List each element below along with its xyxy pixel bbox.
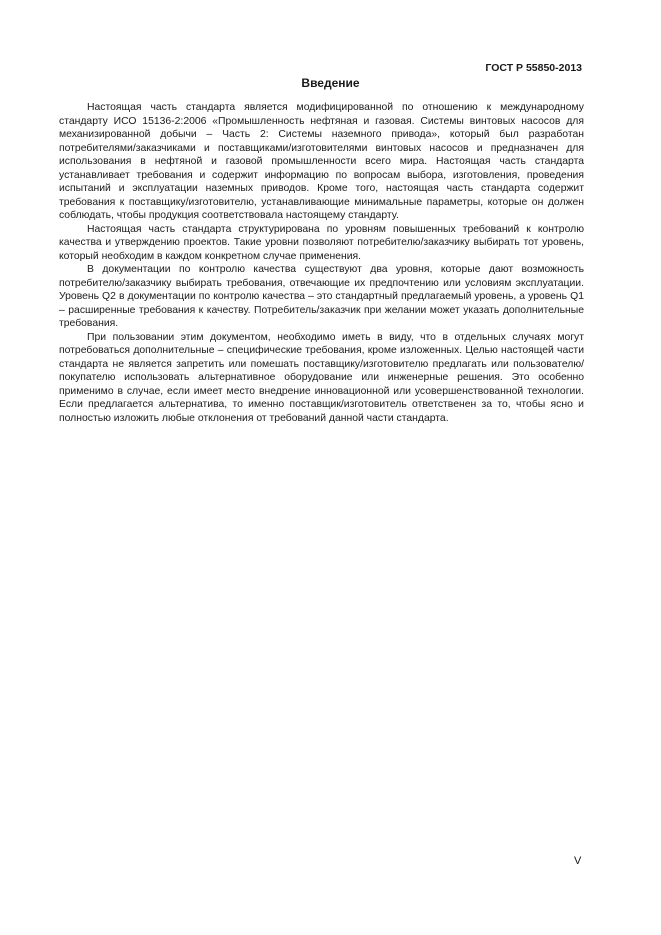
paragraph: В документации по контролю качества существуют два уровня, которые дают возможность потребителю/заказчику выбирать требования, отвечающие их предпочтению или условиям эксплуатации. Уровень Q2 в документации по контролю качества – это стандартный предлагаемый уровень, а уровень Q1 – расширенные требования к качеству. Потребитель/заказчик при желании может указать дополнительные требования. <box>59 264 584 329</box>
page-number: V <box>574 855 582 867</box>
section-title: Введение <box>301 76 360 90</box>
paragraph: Настоящая часть стандарта структурирована по уровням повышенных требований к контролю качества и утверждению проектов. Такие уровни позволяют потребителю/заказчику выбирать тот уровень, который необходим в каждом конкретном случае применения. <box>59 223 584 262</box>
paragraph: При пользовании этим документом, необходимо иметь в виду, что в отдельных случаях могут потребоваться дополнительные – специфические требования, кроме изложенных. Целью настоящей части стандарта не является запретить или помешать поставщику/изготовителю предлагать или пользователю/покупателю использовать альтернативное оборудование или инженерные решения. Это особенно применимо в случае, если имеет место внедрение инновационной или усовершенствованной технологии. Если предлагается альтернатива, то именно поставщик/изготовитель ответственен за то, чтобы ясно и полностью изложить любые отклонения от требований данной части стандарта. <box>59 331 584 424</box>
paragraph: Настоящая часть стандарта является модифицированной по отношению к международному стандарту ИСО 15136-2:2006 «Промышленность нефтяная и газовая. Системы винтовых насосов для механизированной добычи – Часть 2: Системы наземного привода», который был разработан потребителями/заказчиками и поставщиками/изготовителями винтовых насосов и предназначен для использования в нефтяной и газовой промышленности всего мира. Настоящая часть стандарта устанавливает требования и содержит информацию по вопросам выбора, изготовления, проведения испытаний и эксплуатации наземных приводов. Кроме того, настоящая часть стандарта содержит требования к поставщику/изготовителю, устанавливающие минимальные параметры, которые он должен соблюдать, чтобы продукция соответствовала настоящему стандарту. <box>59 102 584 221</box>
section-body <box>59 101 584 425</box>
document-code: ГОСТ Р 55850-2013 <box>485 62 582 74</box>
